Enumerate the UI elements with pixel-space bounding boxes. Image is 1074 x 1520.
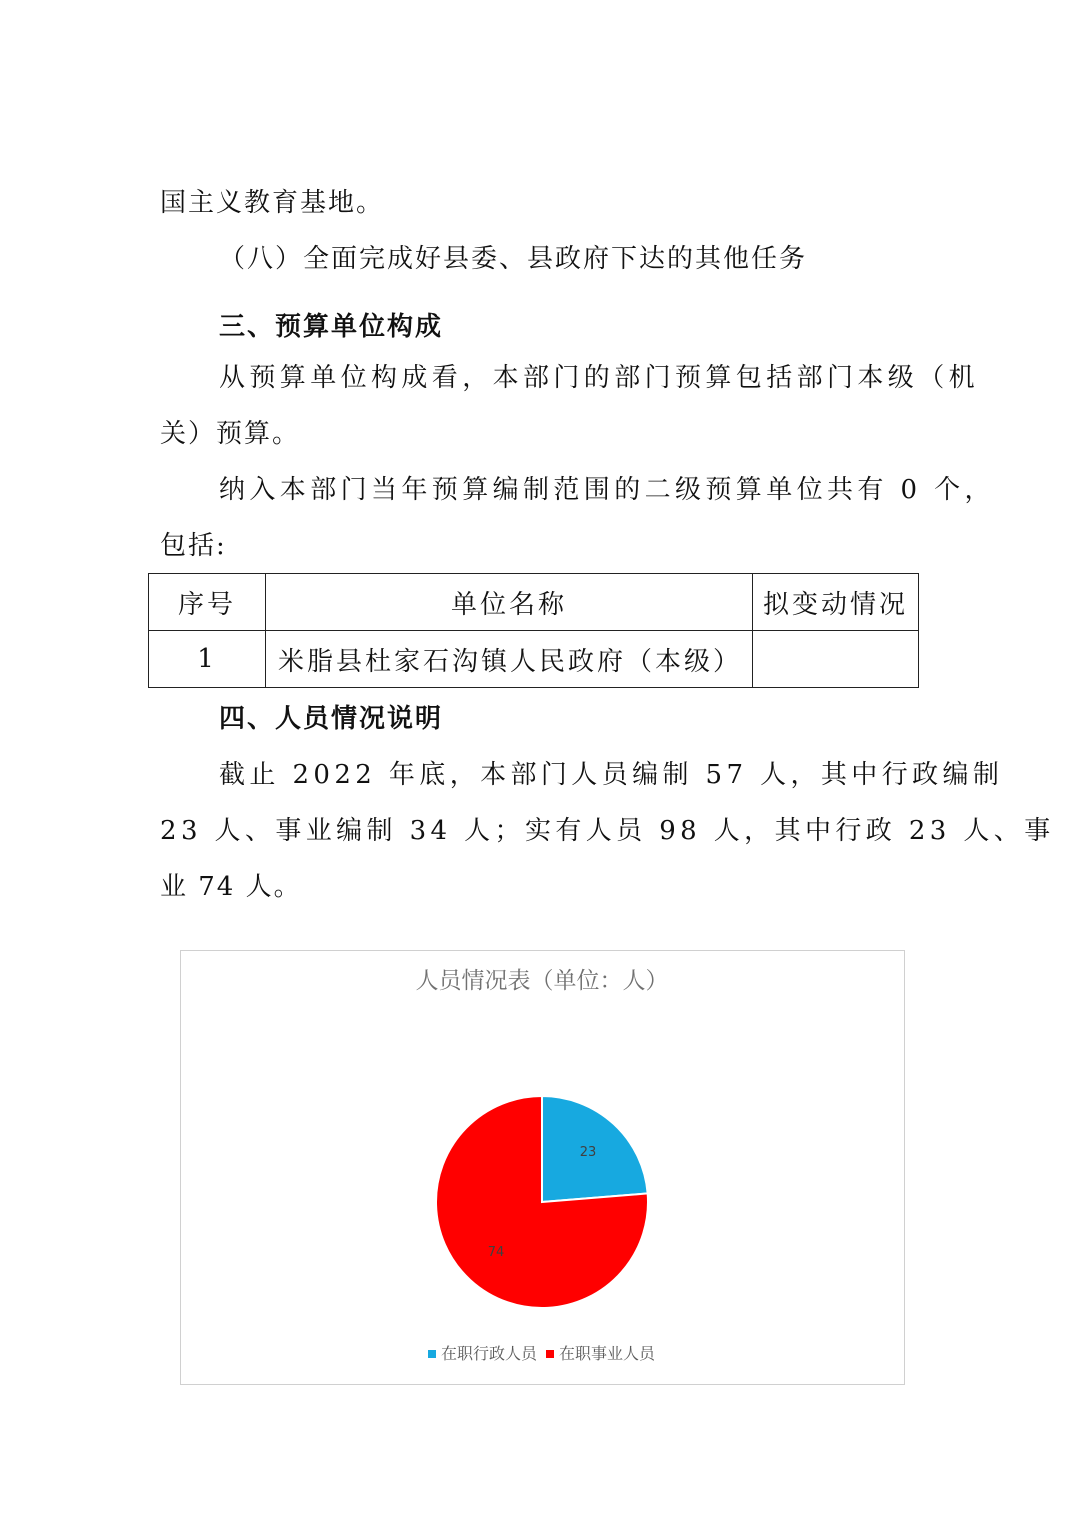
table-header-cell: 单位名称 bbox=[265, 574, 752, 631]
table-header-cell: 拟变动情况 bbox=[752, 574, 918, 631]
legend-swatch bbox=[546, 1350, 554, 1358]
paragraph-line: 国主义教育基地。 bbox=[160, 188, 385, 218]
chart-legend bbox=[428, 1344, 656, 1363]
paragraph-line: 关）预算。 bbox=[160, 419, 301, 449]
paragraph-line: 23 人、事业编制 34 人；实有人员 98 人，其中行政 23 人、事 bbox=[160, 816, 1055, 846]
table-cell bbox=[752, 631, 918, 688]
paragraph-line: 从预算单位构成看，本部门的部门预算包括部门本级（机 bbox=[219, 363, 980, 393]
paragraph-line: 业 74 人。 bbox=[160, 872, 302, 902]
table-header-cell: 序号 bbox=[149, 574, 266, 631]
table-cell: 1 bbox=[149, 631, 266, 688]
pie-chart-svg bbox=[181, 951, 904, 1384]
legend-label: 在职事业人员 bbox=[559, 1344, 656, 1363]
table-row bbox=[149, 631, 919, 688]
table-header-row bbox=[149, 574, 919, 631]
paragraph-line: 包括: bbox=[160, 531, 227, 561]
paragraph-line: 截止 2022 年底，本部门人员编制 57 人，其中行政编制 bbox=[219, 760, 1004, 790]
pie-data-label: 23 bbox=[579, 1145, 597, 1161]
pie-data-label: 74 bbox=[487, 1244, 505, 1260]
budget-unit-table bbox=[148, 573, 919, 688]
paragraph-line: 纳入本部门当年预算编制范围的二级预算单位共有 0 个， bbox=[219, 475, 995, 505]
section-heading: 三、预算单位构成 bbox=[219, 312, 444, 342]
chart-title: 人员情况表（单位：人） bbox=[415, 968, 669, 994]
section-heading: 四、人员情况说明 bbox=[219, 704, 444, 734]
legend-label: 在职行政人员 bbox=[441, 1344, 538, 1363]
pie-slices bbox=[436, 1096, 648, 1308]
personnel-pie-chart bbox=[180, 950, 905, 1385]
legend-swatch bbox=[428, 1350, 436, 1358]
paragraph-line: （八）全面完成好县委、县政府下达的其他任务 bbox=[219, 244, 808, 274]
table-cell: 米脂县杜家石沟镇人民政府（本级） bbox=[265, 631, 752, 688]
